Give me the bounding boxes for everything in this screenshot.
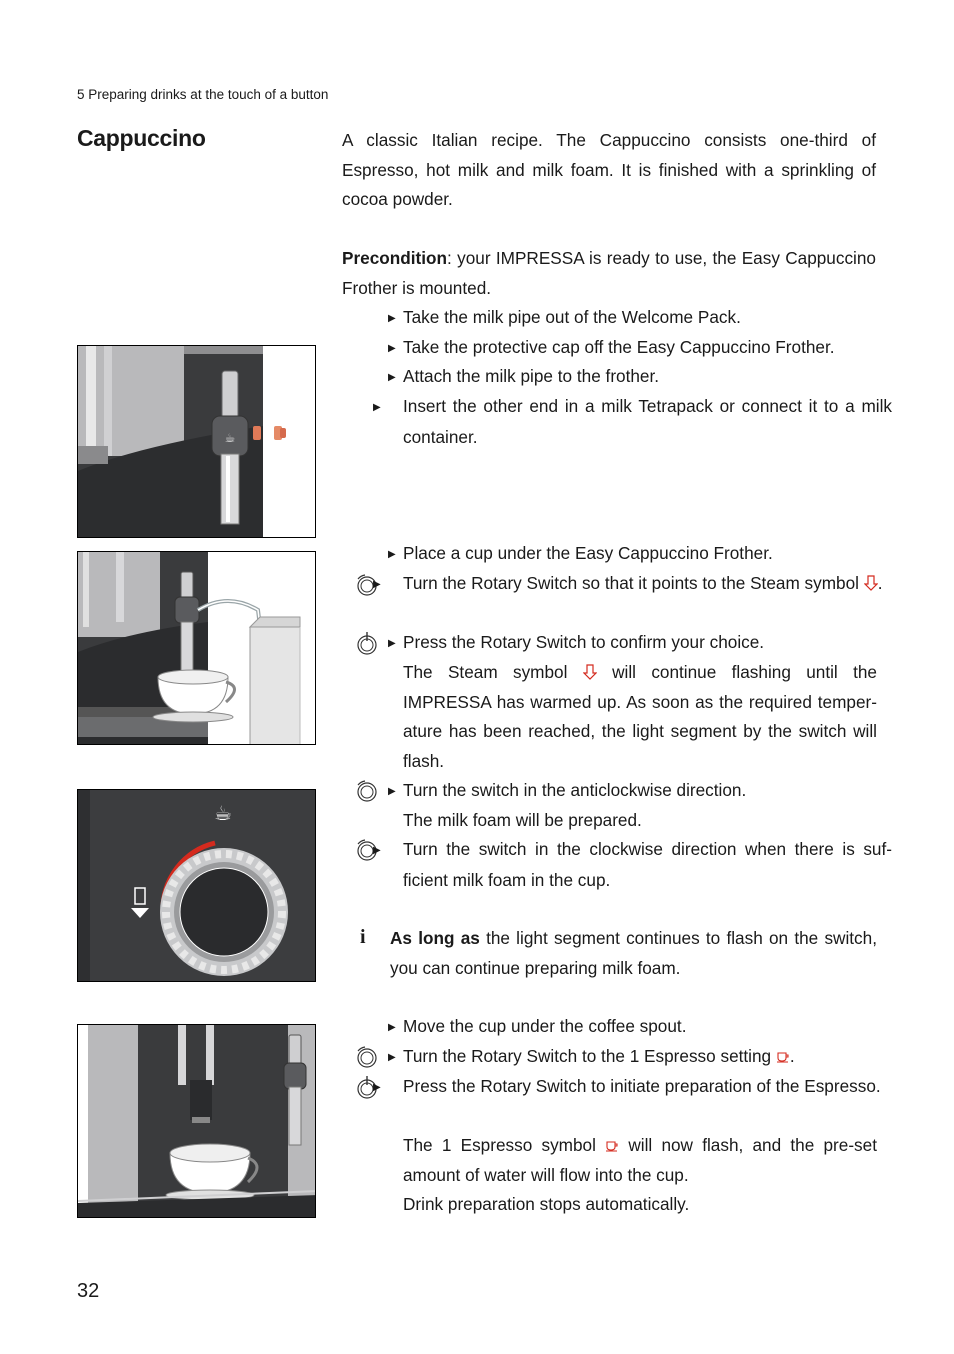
info-note: As long as the light segment continues to flash on the switch, you can continue preparing milk foam.	[390, 928, 877, 978]
intro-paragraph: A classic Italian recipe. The Cappuccino consists one-third of Espresso, hot milk and milk foam. It is finished with a sprinkling of cocoa powder.	[342, 130, 876, 209]
milk-foam-note: The milk foam will be prepared.	[403, 810, 642, 830]
info-icon: i	[360, 926, 366, 948]
step-press-confirm: ▶ Press the Rotary Switch to confirm your choice.	[388, 628, 877, 659]
frother-cap-illustration	[77, 345, 316, 538]
svg-text:☕: ☕	[214, 803, 232, 825]
espresso-cup-illustration	[77, 1024, 316, 1218]
precondition-label: Precondition	[342, 248, 448, 268]
bullet-triangle-icon: ▶	[373, 402, 381, 413]
rotary-press-icon	[355, 632, 379, 656]
step-remove-cap: ▶ Take the protective cap off the Easy Cappuccino Frother.	[388, 333, 877, 364]
bullet-triangle-icon: ▶	[388, 1052, 396, 1063]
rotary-turn-icon	[355, 780, 379, 804]
step-turn-espresso: ▶ Turn the Rotary Switch to the 1 Espresso setting .	[388, 1042, 877, 1073]
step-press-initiate: ▶ Press the Rotary Switch to initiate preparation of the Espresso.	[388, 1072, 892, 1103]
step-attach-pipe: ▶ Attach the milk pipe to the frother.	[388, 362, 877, 393]
espresso-note: The 1 Espresso symbol will now flash, and the pre-set amount of water will flow into the cup.	[403, 1135, 877, 1185]
precondition-text: : your IMPRESSA is ready to use, the Easy Cappuccino Frother is mounted.	[342, 248, 876, 298]
espresso-cup-icon	[776, 1048, 790, 1064]
bullet-triangle-icon: ▶	[373, 1082, 381, 1093]
bullet-triangle-icon: ▶	[388, 372, 396, 383]
step-place-cup: ▶ Place a cup under the Easy Cappuccino Frother.	[388, 539, 877, 570]
step-insert-end: ▶ Insert the other end in a milk Tetrapack or connect it to a milk container.	[388, 392, 892, 452]
running-header: 5 Preparing drinks at the touch of a button	[77, 87, 329, 102]
espresso-cup-icon	[605, 1137, 619, 1153]
bullet-triangle-icon: ▶	[388, 786, 396, 797]
rotary-turn-icon	[355, 1046, 379, 1070]
bullet-triangle-icon: ▶	[373, 845, 381, 856]
steam-symbol-icon	[583, 664, 597, 680]
bullet-triangle-icon: ▶	[388, 549, 396, 560]
bullet-triangle-icon: ▶	[388, 343, 396, 354]
step-turn-steam: ▶ Turn the Rotary Switch so that it points to the Steam symbol .	[388, 569, 892, 600]
page-title: Cappuccino	[77, 125, 206, 151]
svg-text:☕: ☕	[224, 431, 236, 445]
page-number: 32	[77, 1280, 100, 1302]
steam-note: The Steam symbol will continue flashing until the IMPRESSA has warmed up. As soon as the required temper-ature has been reached, the light segment by the switch will flash.	[403, 662, 877, 771]
steam-symbol-icon	[864, 575, 878, 591]
step-turn-anticlockwise: ▶ Turn the switch in the anticlockwise direction.	[388, 776, 877, 807]
bullet-triangle-icon: ▶	[373, 579, 381, 590]
step-take-pipe: ▶ Take the milk pipe out of the Welcome Pack.	[388, 303, 877, 334]
bullet-triangle-icon: ▶	[388, 313, 396, 324]
step-move-cup: ▶ Move the cup under the coffee spout.	[388, 1012, 877, 1043]
bullet-triangle-icon: ▶	[388, 638, 396, 649]
rotary-switch-illustration	[77, 789, 316, 982]
stop-note: Drink preparation stops automatically.	[403, 1194, 690, 1214]
step-turn-clockwise: ▶ Turn the switch in the clockwise direction when there is suf-ficient milk foam in the cup.	[388, 835, 892, 895]
precondition-paragraph	[342, 244, 876, 303]
bullet-triangle-icon: ▶	[388, 1022, 396, 1033]
frother-milk-cup-illustration	[77, 551, 316, 745]
